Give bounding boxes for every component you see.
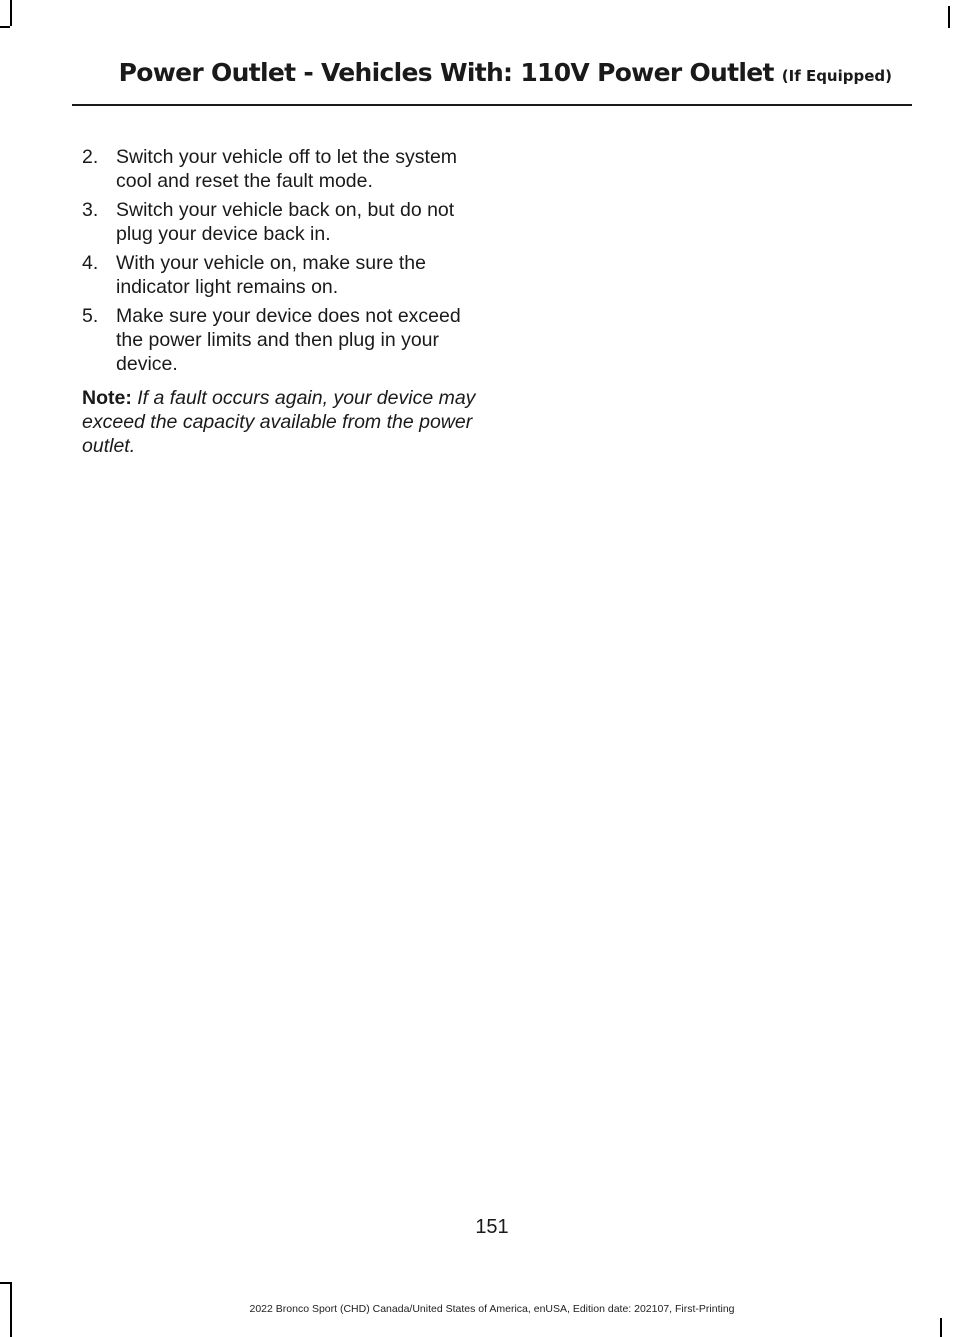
main-content — [82, 145, 480, 478]
step-number: 4. — [82, 252, 99, 274]
page-number: 151 — [475, 1216, 509, 1238]
header-title-main: Power Outlet - Vehicles With: 110V Power Outlet — [118, 58, 774, 87]
note-text: If a fault occurs again, your device may exceed the capacity available from the power outlet. — [82, 387, 476, 457]
step-text: Switch your vehicle off to let the system cool and reset the fault mode. — [116, 146, 458, 192]
step-number: 5. — [82, 305, 99, 327]
header-divider — [72, 104, 912, 106]
list-item — [82, 304, 480, 376]
list-item — [82, 251, 480, 299]
header-title-suffix: (If Equipped) — [781, 67, 892, 85]
step-text: With your vehicle on, make sure the indicator light remains on. — [116, 252, 426, 298]
step-number: 2. — [82, 146, 99, 168]
list-item — [82, 145, 480, 193]
crop-mark — [0, 26, 10, 28]
crop-mark — [0, 1282, 10, 1284]
page-header-title — [119, 58, 892, 87]
steps-list — [82, 145, 480, 376]
step-text: Switch your vehicle back on, but do not plug your device back in. — [116, 199, 455, 245]
crop-mark — [948, 6, 950, 28]
step-number: 3. — [82, 199, 99, 221]
footer-edition-text: 2022 Bronco Sport (CHD) Canada/United States of America, enUSA, Edition date: 202107, First-Printing — [249, 1303, 735, 1315]
list-item — [82, 198, 480, 246]
crop-mark — [10, 0, 12, 26]
note-label: Note: — [82, 387, 132, 409]
crop-mark — [940, 1318, 942, 1337]
note-paragraph — [82, 386, 480, 458]
step-text: Make sure your device does not exceed the power limits and then plug in your device. — [116, 305, 461, 375]
